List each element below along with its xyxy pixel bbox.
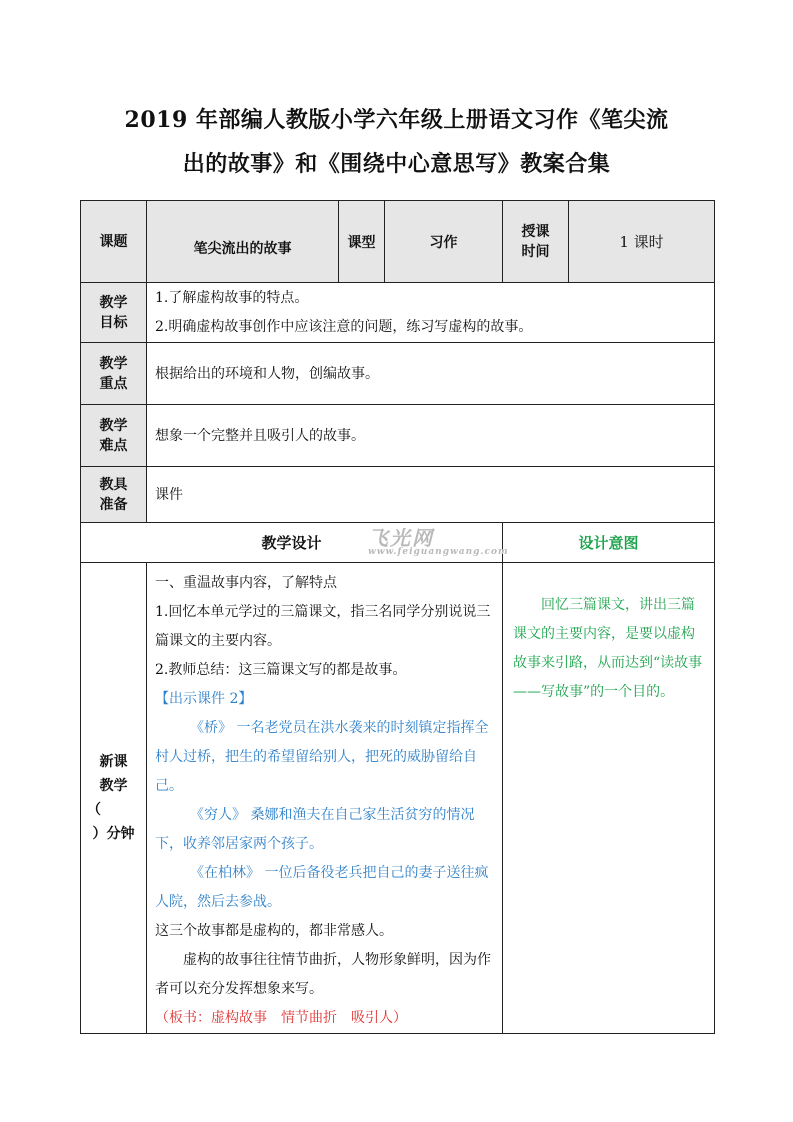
courseware-note: 【出示课件 2】 xyxy=(155,691,253,707)
story-in-berlin: 《在柏林》 一位后备役老兵把自己的妻子送往疯人院，然后去参战。 xyxy=(155,865,489,910)
time-value-cell: 1 课时 xyxy=(569,201,715,283)
design-header: 教学设计 xyxy=(81,523,503,563)
tools-row xyxy=(81,467,715,523)
tools-content: 课件 xyxy=(147,467,715,523)
design-content xyxy=(147,563,503,1034)
goal-item: 2.明确虚构故事创作中应该注意的问题，练习写虚构的故事。 xyxy=(155,318,533,335)
step-2: 2.教师总结：这三篇课文写的都是故事。 xyxy=(155,662,407,678)
title-line-2: 出的故事》和《围绕中心意思写》教案合集 xyxy=(182,151,611,177)
topic-label-cell: 课题 xyxy=(81,201,147,283)
board-note: （板书：虚构故事 情节曲折 吸引人） xyxy=(155,1010,407,1026)
watermark xyxy=(368,522,509,557)
type-value-cell: 习作 xyxy=(385,201,503,283)
type-label-cell: 课型 xyxy=(339,201,385,283)
story-bridge: 《桥》 一名老党员在洪水袭来的时刻镇定指挥全村人过桥，把生的希望留给别人，把死的威胁留给自己。 xyxy=(155,720,489,794)
goal-item: 1.了解虚构故事的特点。 xyxy=(155,289,309,306)
intent-content xyxy=(503,563,715,1034)
goals-row xyxy=(81,283,715,343)
watermark-logo-text: 飞光网 xyxy=(368,526,434,550)
goals-content xyxy=(147,283,715,343)
title-line-1: 2019 年部编人教版小学六年级上册语文习作《笔尖流 xyxy=(124,107,669,133)
key-label: 教学 重点 xyxy=(81,343,147,405)
intent-text: 回忆三篇课文，讲出三篇课文的主要内容，是要以虚构故事来引路，从而达到“读故事——写故事”的一个目的。 xyxy=(513,597,703,700)
key-content: 根据给出的环境和人物，创编故事。 xyxy=(147,343,715,405)
summary-1: 这三个故事都是虚构的，都非常感人。 xyxy=(155,923,393,939)
new-lesson-label: 新课 教学 （ ）分钟 xyxy=(81,563,147,1034)
difficulty-label: 教学 难点 xyxy=(81,405,147,467)
summary-2: 虚构的故事往往情节曲折，人物形象鲜明，因为作者可以充分发挥想象来写。 xyxy=(155,952,491,997)
new-lesson-row xyxy=(81,563,715,1034)
lesson-plan-table xyxy=(80,200,715,1034)
section-heading: 一、重温故事内容，了解特点 xyxy=(155,575,337,591)
difficulty-content: 想象一个完整并且吸引人的故事。 xyxy=(147,405,715,467)
step-1: 1.回忆本单元学过的三篇课文，指三名同学分别说说三篇课文的主要内容。 xyxy=(155,604,491,649)
time-label-cell: 授课 时间 xyxy=(503,201,569,283)
key-row xyxy=(81,343,715,405)
intent-header: 设计意图 xyxy=(503,523,715,563)
goals-label: 教学 目标 xyxy=(81,283,147,343)
header-row xyxy=(81,201,715,283)
watermark-url: www.feiguangwang.com xyxy=(368,547,509,557)
topic-value-cell: 笔尖流出的故事 xyxy=(147,201,339,283)
difficulty-row xyxy=(81,405,715,467)
document-title xyxy=(80,98,713,186)
story-poor-people: 《穷人》 桑娜和渔夫在自己家生活贫穷的情况下，收养邻居家两个孩子。 xyxy=(155,807,475,852)
tools-label: 教具 准备 xyxy=(81,467,147,523)
